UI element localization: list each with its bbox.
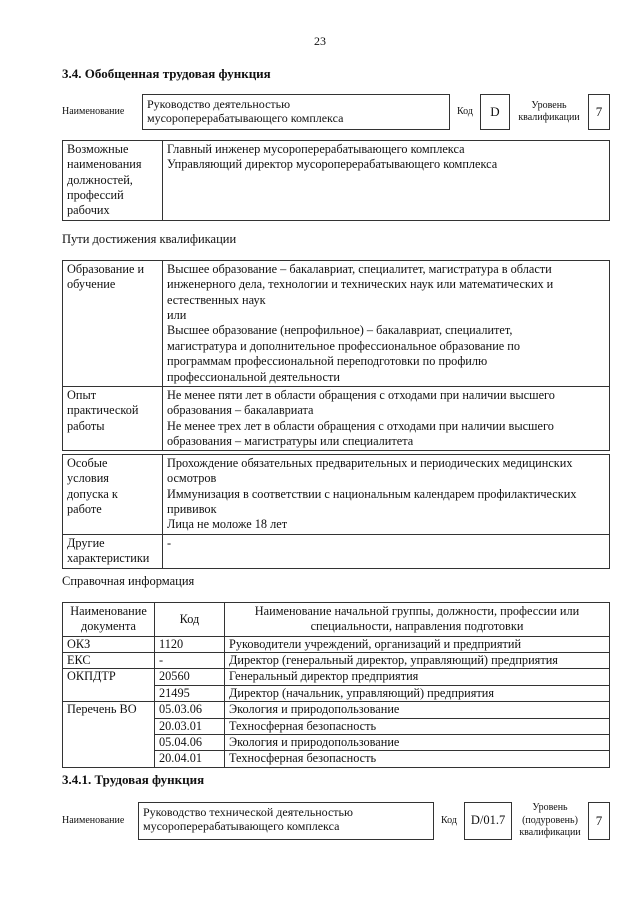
code-header: Код	[155, 603, 225, 637]
value-line: Главный инженер мусороперерабатывающего комплекса	[167, 142, 465, 156]
code-cell: 1120	[155, 636, 225, 652]
label-line: Возможные	[67, 142, 129, 156]
doc-cell: ЕКС	[63, 653, 155, 669]
value-line: инженерного дела, технологии и технических наук или математических и	[167, 277, 554, 292]
value-line: Управляющий директор мусороперерабатывающего комплекса	[167, 157, 498, 172]
code-value: D/01.7	[464, 802, 512, 840]
label-line: работе	[67, 502, 102, 517]
header-line: документа	[81, 619, 136, 634]
level-label-line: Уровень	[532, 802, 568, 814]
label-line: условия	[67, 471, 109, 486]
name-line: Руководство технической деятельностью	[143, 805, 353, 819]
value-line: Высшее образование (непрофильное) – бакалавриат, специалитет,	[167, 323, 513, 338]
section-heading: 3.4.1. Трудовая функция	[62, 772, 205, 787]
name-cell: Техносферная безопасность	[225, 751, 610, 767]
header-line: специальности, направления подготовки	[310, 619, 524, 634]
code-cell: 21495	[155, 685, 225, 701]
value-line: магистратура и дополнительное профессиональное образование по	[167, 338, 521, 353]
value-line: Не менее пяти лет в области обращения с отходами при наличии высшего	[167, 387, 555, 402]
value-line: прививок	[167, 502, 217, 517]
name-cell: Техносферная безопасность	[225, 718, 610, 734]
header-line: Наименование начальной группы, должности, профессии или	[254, 604, 580, 618]
value-line: естественных наук	[167, 292, 266, 307]
label-line: рабочих	[67, 203, 110, 218]
name-line: мусороперерабатывающего комплекса	[147, 111, 344, 126]
positions-label	[63, 141, 163, 221]
table-row	[63, 653, 610, 669]
code-cell: -	[155, 653, 225, 669]
name-line: мусороперерабатывающего комплекса	[143, 819, 340, 834]
level-value: 7	[588, 802, 610, 840]
education-value	[163, 261, 610, 387]
education-label	[63, 261, 163, 387]
conditions-value	[163, 455, 610, 535]
value-line: Высшее образование – бакалавриат, специалитет, магистратура в области	[167, 262, 552, 276]
conditions-label	[63, 455, 163, 535]
table-row	[63, 669, 610, 685]
value-line: осмотров	[167, 471, 217, 486]
name-cell: Экология и природопользование	[225, 734, 610, 750]
name-header	[225, 603, 610, 637]
reference-table	[62, 602, 610, 768]
level-label	[512, 802, 588, 840]
label-line: Опыт	[67, 387, 97, 402]
value-line: Лица не моложе 18 лет	[167, 517, 288, 532]
experience-label	[63, 386, 163, 450]
section-heading: 3.4. Обобщенная трудовая функция	[62, 66, 271, 81]
code-label: Код	[441, 814, 457, 826]
generalized-function-row	[62, 94, 610, 130]
code-cell: 05.03.06	[155, 702, 225, 718]
value-line: Иммунизация в соответствии с национальным календарем профилактических	[167, 486, 577, 501]
table-row	[63, 702, 610, 718]
label-line: работы	[67, 418, 105, 433]
table-row	[63, 386, 610, 450]
code-cell: 20560	[155, 669, 225, 685]
level-value: 7	[588, 94, 610, 130]
label-line: Образование и	[67, 262, 145, 276]
level-label-line: (подуровень)	[522, 814, 578, 826]
name-label: Наименование	[62, 105, 125, 117]
code-value: D	[480, 94, 510, 130]
label-line: допуска к	[67, 486, 118, 501]
code-label: Код	[457, 105, 473, 117]
value-line: Не менее трех лет в области обращения с отходами при наличии высшего	[167, 418, 554, 433]
name-cell: Директор (генеральный директор, управляющий) предприятия	[225, 653, 610, 669]
conditions-table	[62, 454, 610, 569]
value-line: или	[167, 308, 187, 323]
table-row	[63, 141, 610, 221]
labor-function-row	[62, 800, 610, 842]
table-row	[63, 261, 610, 387]
table-row	[63, 455, 610, 535]
name-cell: Генеральный директор предприятия	[225, 669, 610, 685]
table-header-row	[63, 603, 610, 637]
reference-label: Справочная информация	[62, 574, 195, 588]
value-line: Прохождение обязательных предварительных и периодических медицинских	[167, 456, 573, 470]
label-line: профессий	[67, 188, 124, 203]
label-line: обучение	[67, 277, 116, 292]
positions-table	[62, 140, 610, 221]
level-label-line: Уровень	[531, 99, 567, 111]
code-cell: 20.03.01	[155, 718, 225, 734]
other-value	[163, 534, 610, 568]
name-line: Руководство деятельностью	[147, 97, 291, 111]
label-line: характеристики	[67, 551, 150, 566]
education-table	[62, 260, 610, 451]
level-label-line: квалификации	[519, 827, 581, 839]
doc-cell: Перечень ВО	[63, 702, 155, 767]
label-line: Другие	[67, 535, 105, 550]
table-row	[63, 636, 610, 652]
name-label: Наименование	[62, 814, 125, 826]
header-line: Наименование	[70, 604, 147, 618]
name-cell: Директор (начальник, управляющий) предприятия	[225, 685, 610, 701]
value-line: программам профессиональной переподготовки по профилю	[167, 354, 488, 369]
doc-cell: ОКПДТР	[63, 669, 155, 702]
table-row	[63, 534, 610, 568]
level-label	[510, 100, 588, 125]
label-line: практической	[67, 403, 139, 418]
experience-value	[163, 386, 610, 450]
code-cell: 05.04.06	[155, 734, 225, 750]
name-value	[138, 802, 434, 840]
value-line: образования – магистратуры или специалитета	[167, 433, 414, 448]
positions-value	[163, 141, 610, 221]
doc-header	[63, 603, 155, 637]
label-line: Особые	[67, 456, 108, 470]
code-cell: 20.04.01	[155, 751, 225, 767]
label-line: должностей,	[67, 172, 133, 187]
doc-cell: ОКЗ	[63, 636, 155, 652]
level-label-line: квалификации	[518, 112, 580, 123]
other-label	[63, 534, 163, 568]
value-line: -	[167, 535, 172, 550]
name-value	[142, 94, 450, 130]
page-number: 23	[314, 34, 326, 48]
name-cell: Руководители учреждений, организаций и предприятий	[225, 636, 610, 652]
value-line: образования – бакалавриата	[167, 403, 314, 418]
paths-label: Пути достижения квалификации	[62, 232, 237, 246]
value-line: профессиональной деятельности	[167, 369, 340, 384]
label-line: наименования	[67, 157, 142, 172]
name-cell: Экология и природопользование	[225, 702, 610, 718]
